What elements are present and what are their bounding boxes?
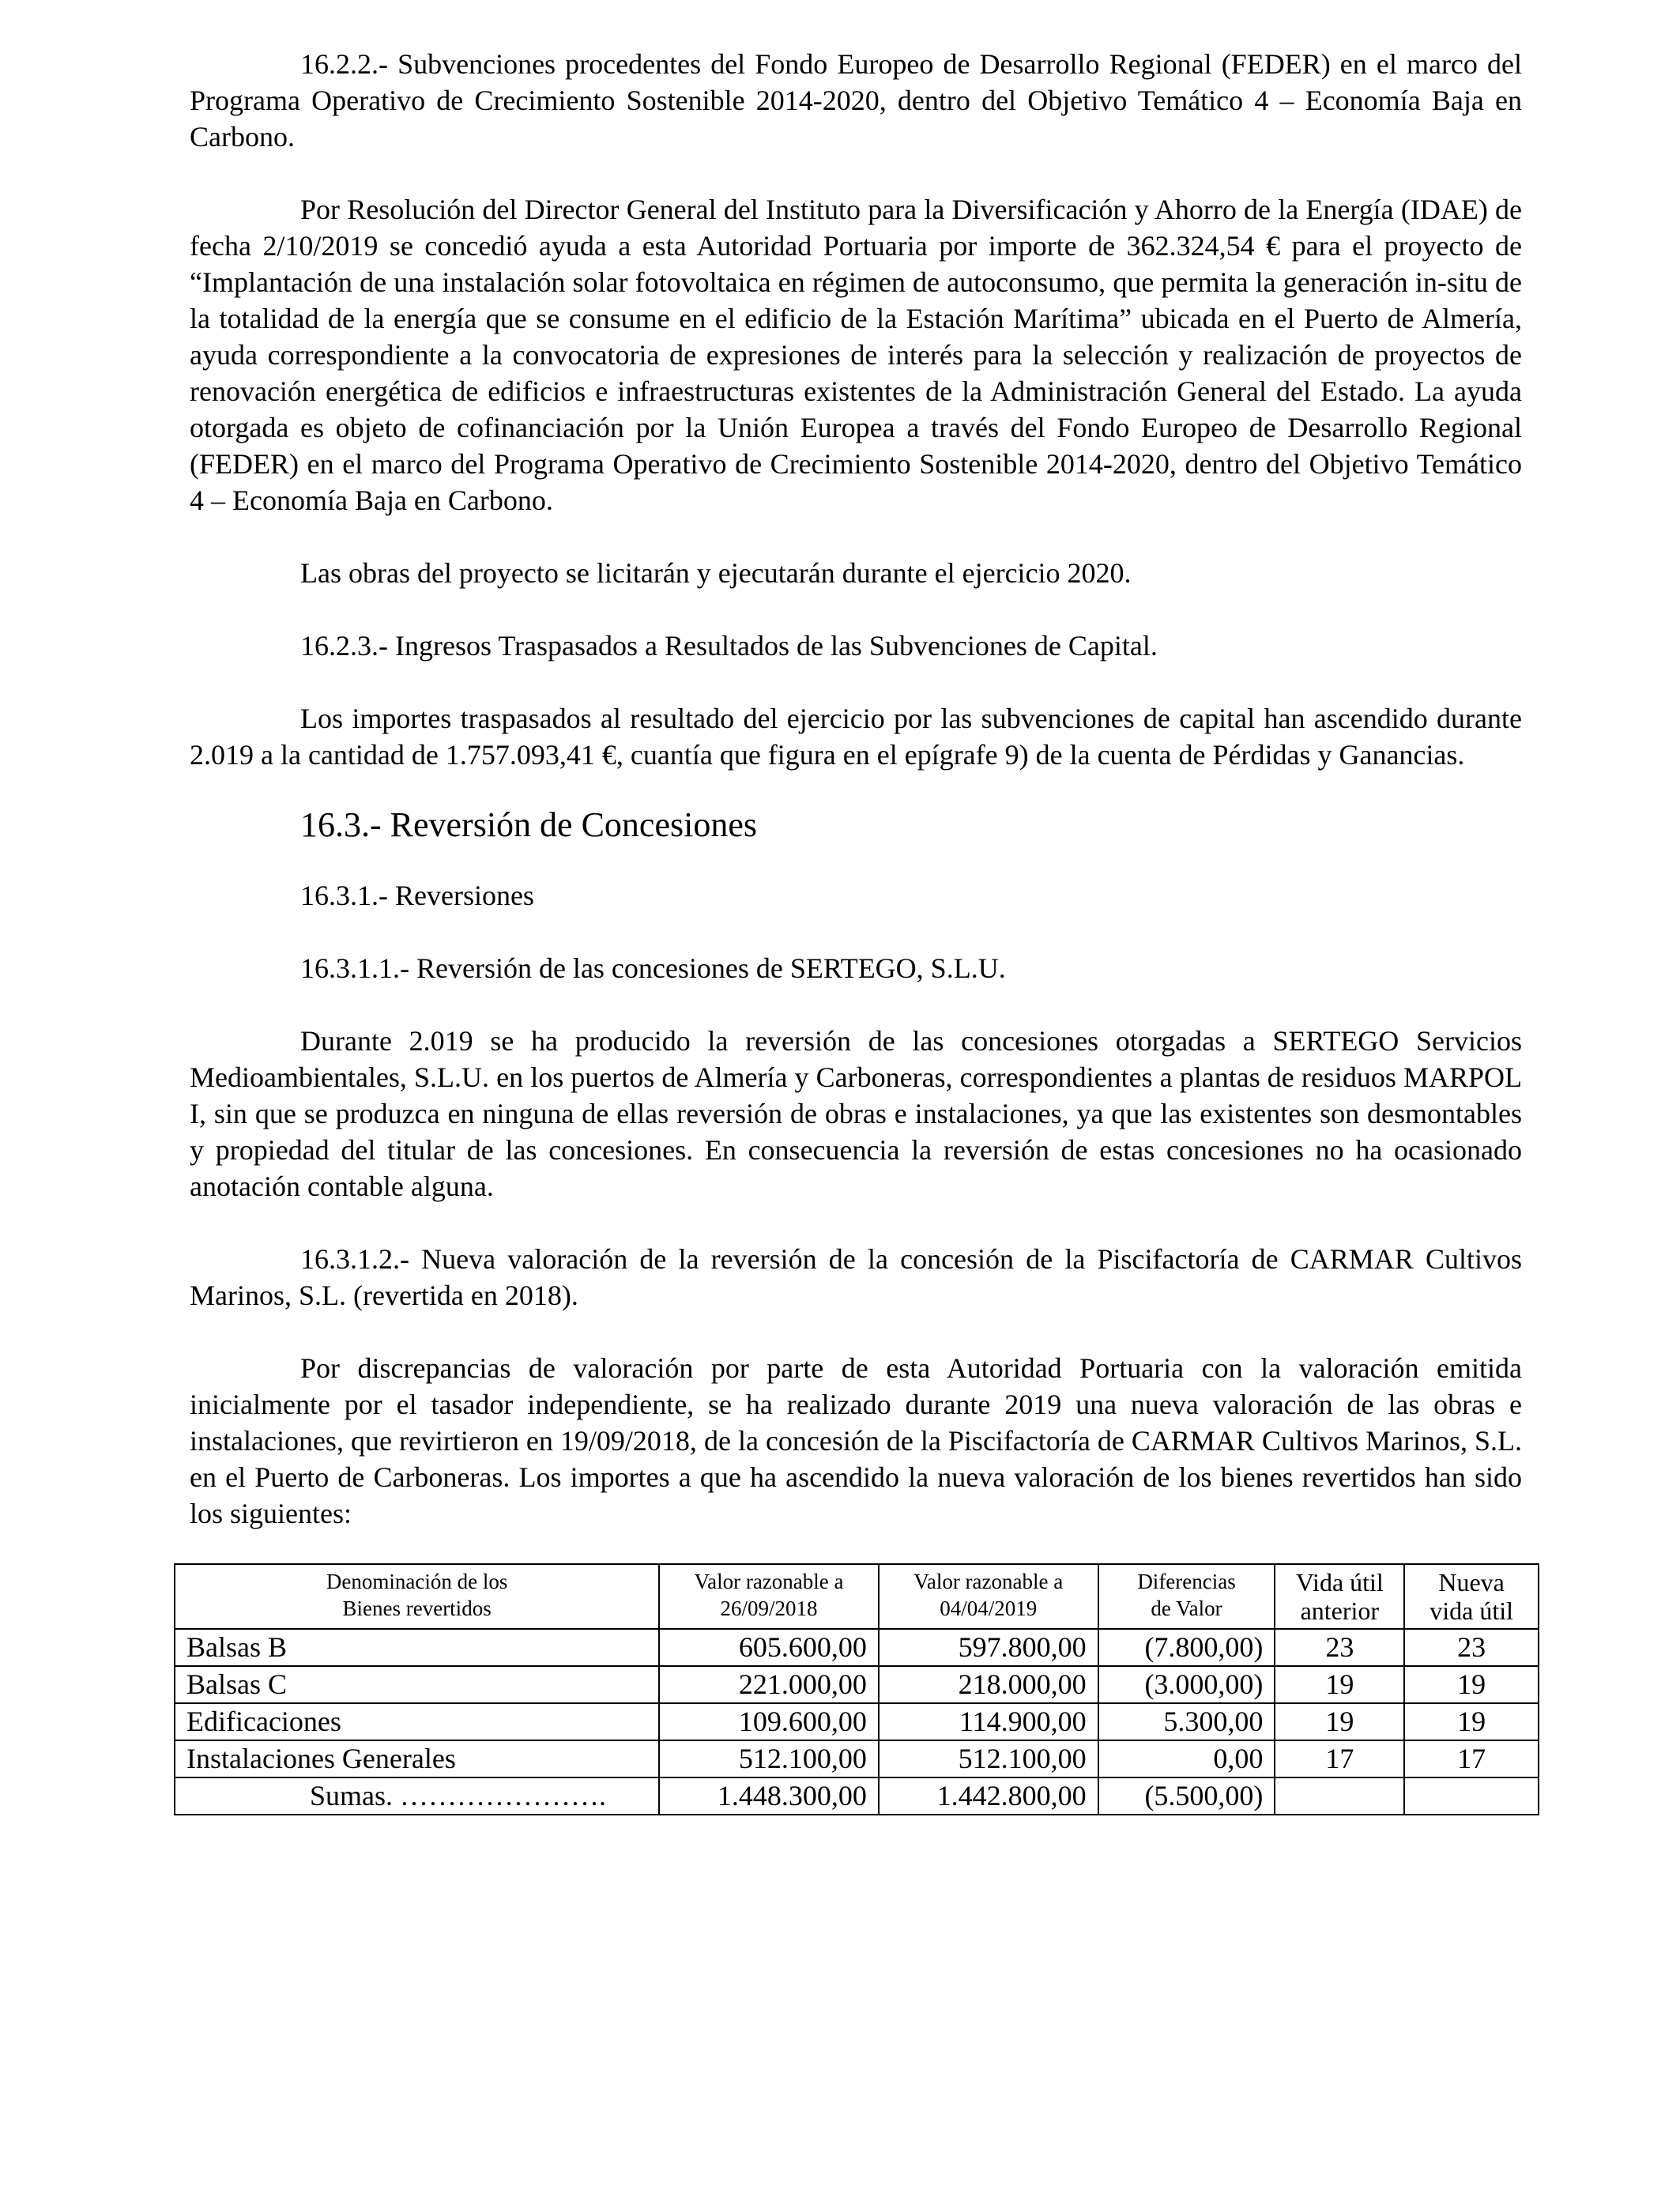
- column-header-previous-life: Vida útil anterior: [1275, 1564, 1404, 1629]
- value-2019-cell: 512.100,00: [879, 1740, 1098, 1777]
- asset-name-cell: Balsas B: [175, 1629, 659, 1666]
- difference-cell: (3.000,00): [1098, 1666, 1275, 1703]
- value-2019-cell: 597.800,00: [879, 1629, 1098, 1666]
- value-2018-cell: 221.000,00: [659, 1666, 879, 1703]
- previous-life-cell: 19: [1275, 1666, 1404, 1703]
- table-row: [175, 1629, 1539, 1666]
- paragraph-works-2020: Las obras del proyecto se licitarán y ejecutarán durante el ejercicio 2020.: [300, 557, 1132, 589]
- section-heading-16-2-2: 16.2.2.- Subvenciones procedentes del Fondo Europeo de Desarrollo Regional (FEDER) en el marco del Programa Operativo de Crecimiento Sostenible 2014-2020, dentro del Objetivo Temático 4 – Economía Baja en Carbono.: [190, 48, 1522, 153]
- asset-name-cell: Edificaciones: [175, 1703, 659, 1740]
- subsection-heading-16-3-1-2: 16.3.1.2.- Nueva valoración de la reversión de la concesión de la Piscifactoría de CARMAR Cultivos Marinos, S.L. (revertida en 2018).: [190, 1243, 1522, 1311]
- difference-cell: 0,00: [1098, 1740, 1275, 1777]
- table-row: [175, 1740, 1539, 1777]
- table-header-row: [175, 1564, 1539, 1629]
- difference-cell: (7.800,00): [1098, 1629, 1275, 1666]
- paragraph-carmar-valuation: Por discrepancias de valoración por parte de esta Autoridad Portuaria con la valoración emitida inicialmente por el tasador independiente, se ha realizado durante 2019 una nueva valoración de las obras e instalaciones, que revirtieron en 19/09/2018, de la concesión de la Piscifactoría de CARMAR Cultivos Marinos, S.L. en el Puerto de Carboneras. Los importes a que ha ascendido la nueva valoración de los bienes revertidos han sido los siguientes:: [190, 1352, 1522, 1529]
- subsection-heading-16-3-1-1: 16.3.1.1.- Reversión de las concesiones de SERTEGO, S.L.U.: [300, 952, 1006, 984]
- paragraph-idae-grant: Por Resolución del Director General del Instituto para la Diversificación y Ahorro de la Energía (IDAE) de fecha 2/10/2019 se concedió ayuda a esta Autoridad Portuaria por importe de 362.324,54 € para el proyecto de “Implantación de una instalación solar fotovoltaica en régimen de autoconsumo, que permita la generación in-situ de la totalidad de la energía que se consume en el edificio de la Estación Marítima” ubicada en el Puerto de Almería, ayuda correspondiente a la convocatoria de expresiones de interés para la selección y realización de proyectos de renovación energética de edificios e infraestructuras existentes de la Administración General del Estado. La ayuda otorgada es objeto de cofinanciación por la Unión Europea a través del Fondo Europeo de Desarrollo Regional (FEDER) en el marco del Programa Operativo de Crecimiento Sostenible 2014-2020, dentro del Objetivo Temático 4 – Economía Baja en Carbono.: [190, 194, 1522, 516]
- value-2019-cell: 218.000,00: [879, 1666, 1098, 1703]
- column-header-differences: Diferencias de Valor: [1098, 1564, 1275, 1629]
- value-2018-cell: 512.100,00: [659, 1740, 879, 1777]
- new-life-cell: 19: [1404, 1666, 1539, 1703]
- difference-cell: 5.300,00: [1098, 1703, 1275, 1740]
- total-label-cell: Sumas. ………………….: [175, 1777, 659, 1815]
- column-header-new-life: Nueva vida útil: [1404, 1564, 1539, 1629]
- valuation-table: [174, 1563, 1539, 1815]
- previous-life-cell: 19: [1275, 1703, 1404, 1740]
- table-row: [175, 1703, 1539, 1740]
- subsection-heading-16-3-1: 16.3.1.- Reversiones: [300, 880, 534, 911]
- total-value-2018-cell: 1.448.300,00: [659, 1777, 879, 1815]
- section-title-16-3: 16.3.- Reversión de Concesiones: [300, 805, 757, 844]
- new-life-cell: 23: [1404, 1629, 1539, 1666]
- section-heading-16-2-3: 16.2.3.- Ingresos Traspasados a Resultados de las Subvenciones de Capital.: [300, 630, 1158, 662]
- previous-life-cell: 23: [1275, 1629, 1404, 1666]
- total-new-life-cell: [1404, 1777, 1539, 1815]
- paragraph-transferred-amounts: Los importes traspasados al resultado del ejercicio por las subvenciones de capital han ascendido durante 2.019 a la cantidad de 1.757.093,41 €, cuantía que figura en el epígrafe 9) de la cuenta de Pérdidas y Ganancias.: [190, 703, 1522, 771]
- previous-life-cell: 17: [1275, 1740, 1404, 1777]
- table-total-row: [175, 1777, 1539, 1815]
- total-previous-life-cell: [1275, 1777, 1404, 1815]
- new-life-cell: 17: [1404, 1740, 1539, 1777]
- document-page: [186, 46, 1522, 1815]
- total-value-2019-cell: 1.442.800,00: [879, 1777, 1098, 1815]
- asset-name-cell: Balsas C: [175, 1666, 659, 1703]
- column-header-value-2019: Valor razonable a 04/04/2019: [879, 1564, 1098, 1629]
- value-2018-cell: 605.600,00: [659, 1629, 879, 1666]
- new-life-cell: 19: [1404, 1703, 1539, 1740]
- column-header-assets: Denominación de los Bienes revertidos: [175, 1564, 659, 1629]
- asset-name-cell: Instalaciones Generales: [175, 1740, 659, 1777]
- table-row: [175, 1666, 1539, 1703]
- paragraph-sertego-reversion: Durante 2.019 se ha producido la reversión de las concesiones otorgadas a SERTEGO Servicios Medioambientales, S.L.U. en los puertos de Almería y Carboneras, correspondientes a plantas de residuos MARPOL I, sin que se produzca en ninguna de ellas reversión de obras e instalaciones, ya que las existentes son desmontables y propiedad del titular de las concesiones. En consecuencia la reversión de estas concesiones no ha ocasionado anotación contable alguna.: [190, 1025, 1522, 1202]
- total-difference-cell: (5.500,00): [1098, 1777, 1275, 1815]
- value-2018-cell: 109.600,00: [659, 1703, 879, 1740]
- value-2019-cell: 114.900,00: [879, 1703, 1098, 1740]
- column-header-value-2018: Valor razonable a 26/09/2018: [659, 1564, 879, 1629]
